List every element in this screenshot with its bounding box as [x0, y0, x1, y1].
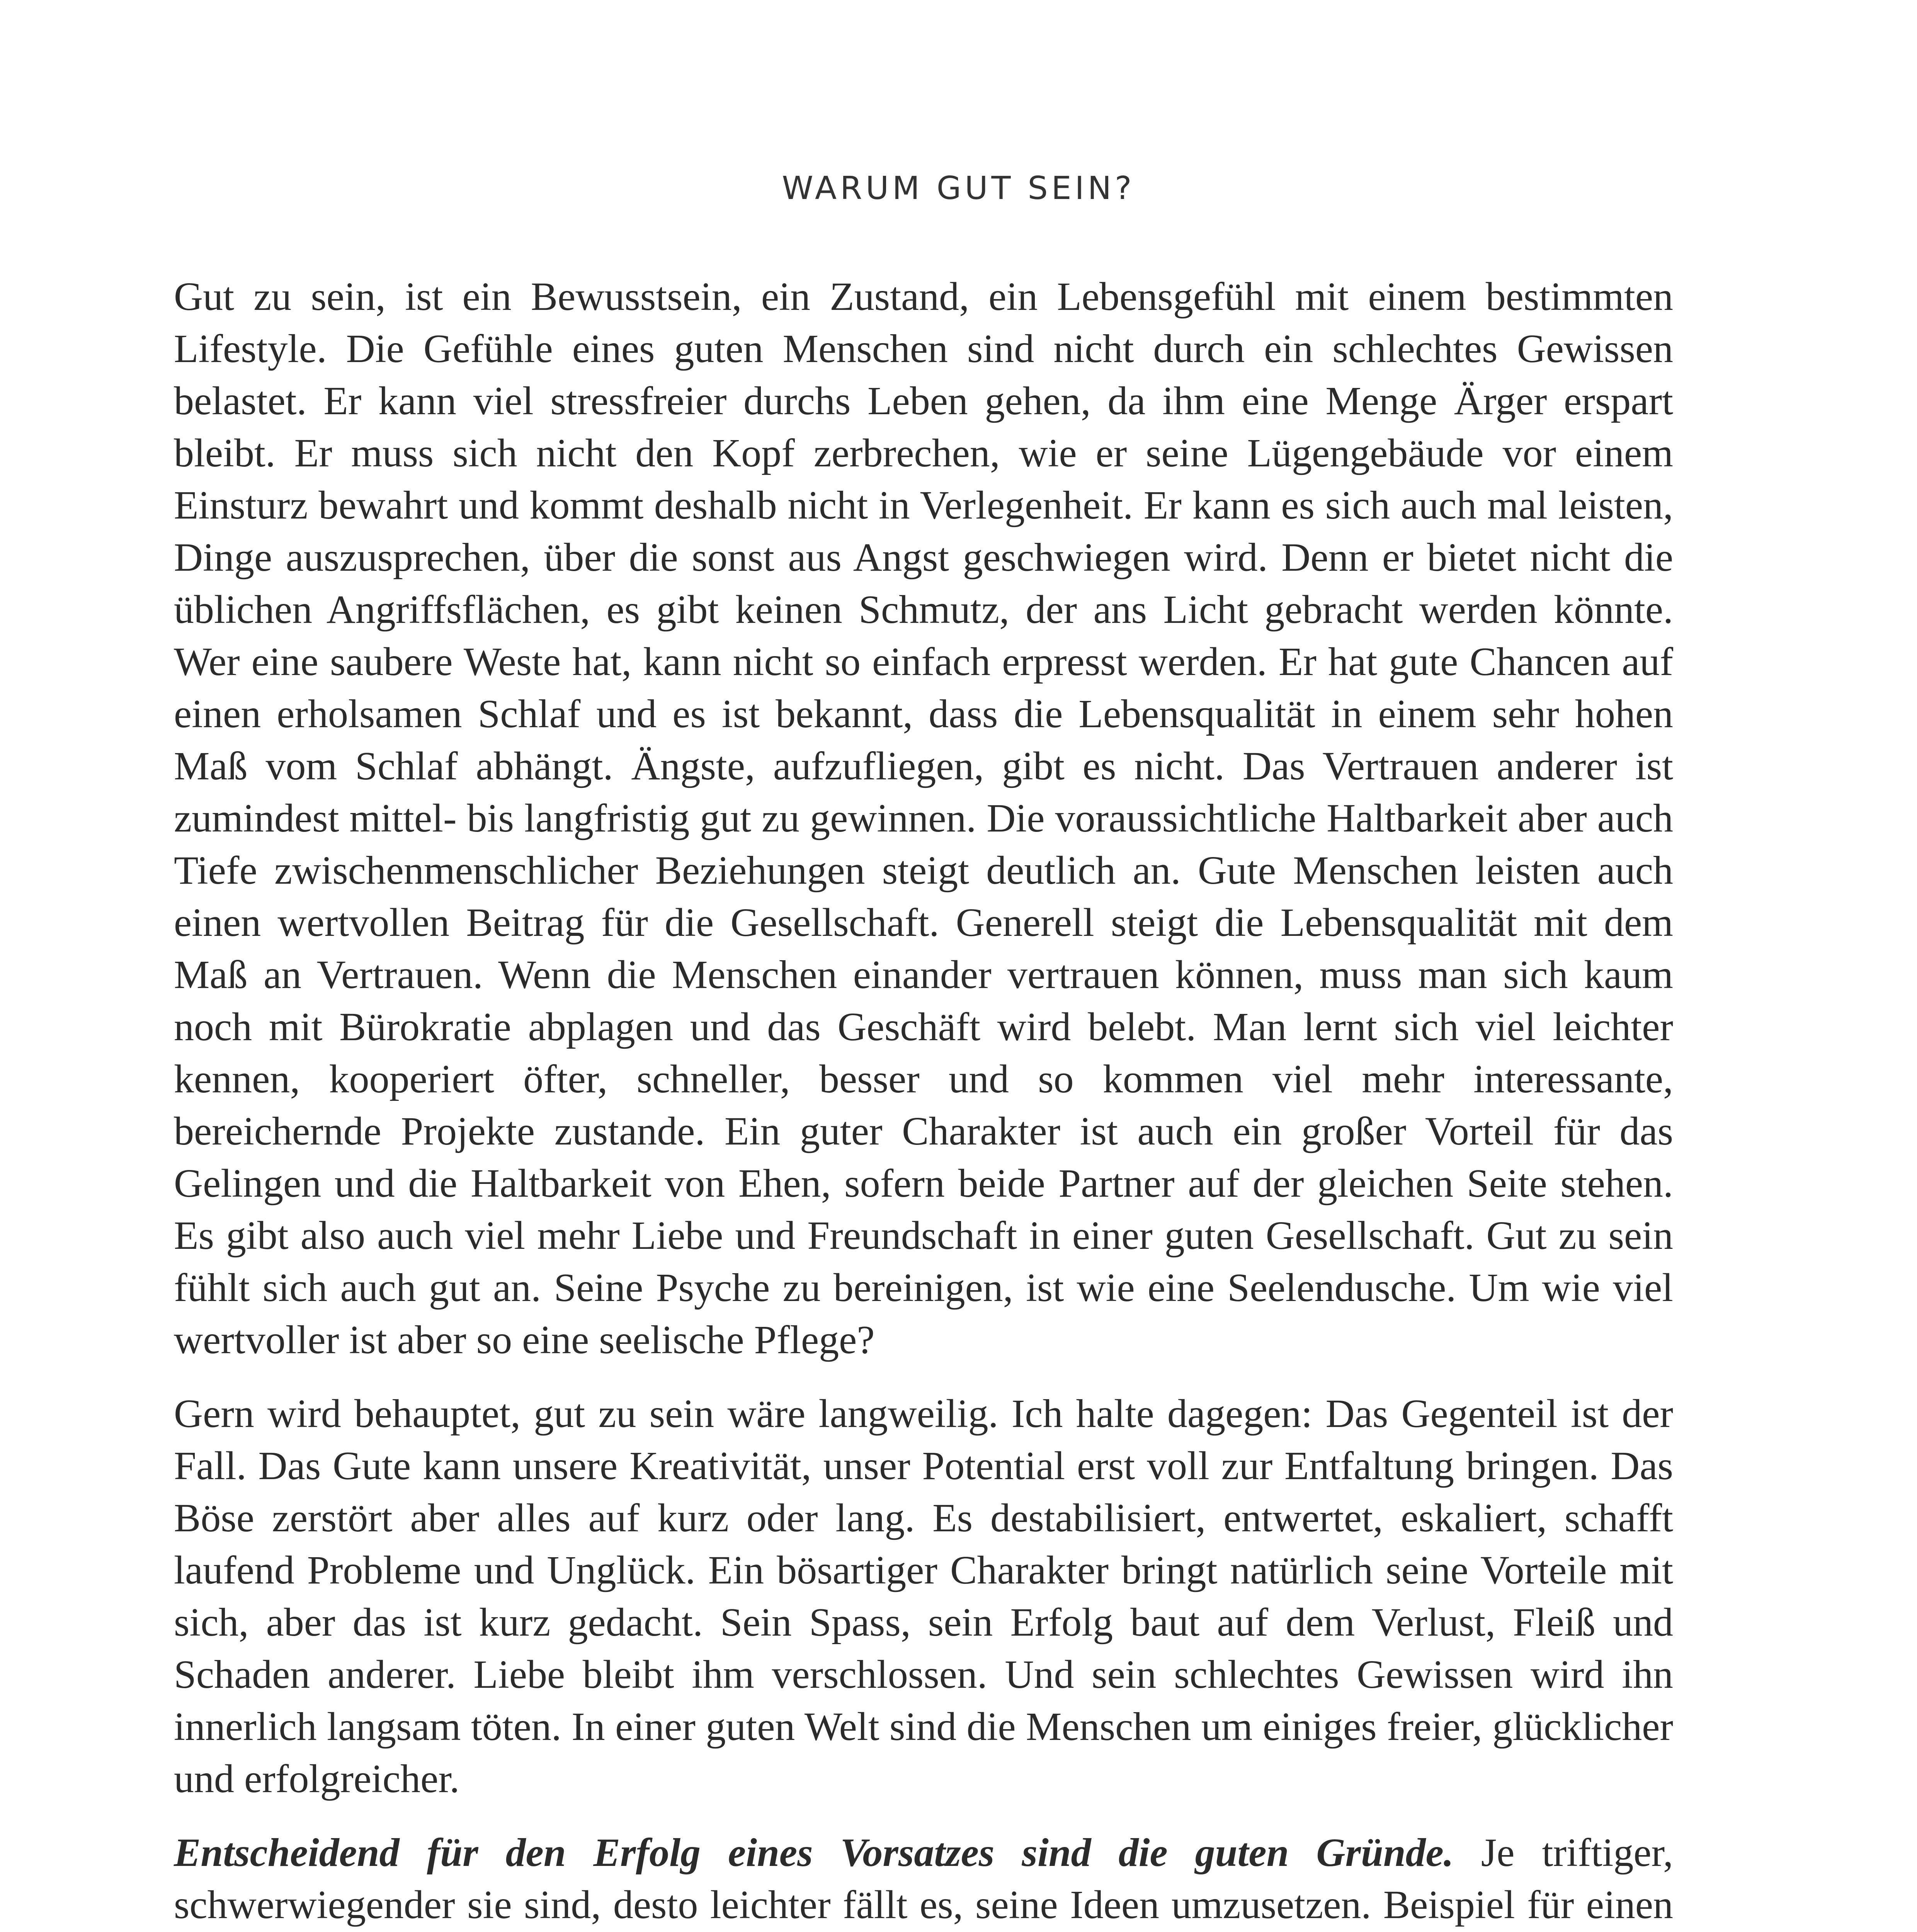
paragraph-3 — [174, 1827, 1673, 1932]
paragraph-1: Gut zu sein, ist ein Bewusstsein, ein Zustand, ein Lebensgefühl mit einem bestimmten Lifestyle. Die Gefühle eines guten Menschen sind nicht durch ein schlechtes Gewissen belastet. Er kann viel stressfreier durchs Leben gehen, da ihm eine Menge Ärger erspart bleibt. Er muss sich nicht den Kopf zerbrechen, wie er seine Lügengebäude vor einem Einsturz bewahrt und kommt deshalb nicht in Verlegenheit. Er kann es sich auch mal leisten, Dinge auszusprechen, über die sonst aus Angst geschwiegen wird. Denn er bietet nicht die üblichen Angriffsflächen, es gibt keinen Schmutz, der ans Licht gebracht werden könnte. Wer eine saubere Weste hat, kann nicht so einfach erpresst werden. Er hat gute Chancen auf einen erholsamen Schlaf und es ist bekannt, dass die Lebensqualität in einem sehr hohen Maß vom Schlaf abhängt. Ängste, aufzufliegen, gibt es nicht. Das Vertrauen anderer ist zumindest mittel- bis langfristig gut zu gewinnen. Die voraussichtliche Haltbarkeit aber auch Tiefe zwischenmenschlicher Beziehungen steigt deutlich an. Gute Menschen leisten auch einen wertvollen Beitrag für die Gesellschaft. Generell steigt die Lebensqualität mit dem Maß an Vertrauen. Wenn die Menschen einander vertrauen können, muss man sich kaum noch mit Bürokratie abplagen und das Geschäft wird belebt. Man lernt sich viel leichter kennen, kooperiert öfter, schneller, besser und so kommen viel mehr interessante, bereichernde Projekte zustande. Ein guter Charakter ist auch ein großer Vorteil für das Gelingen und die Haltbarkeit von Ehen, sofern beide Partner auf der gleichen Seite stehen. Es gibt also auch viel mehr Liebe und Freundschaft in einer guten Gesellschaft. Gut zu sein fühlt sich auch gut an. Seine Psyche zu bereinigen, ist wie eine Seelendusche. Um wie viel wertvoller ist aber so eine seelische Pflege? — [174, 274, 1673, 1362]
running-title: WARUM GUT SEIN? — [782, 170, 1135, 207]
paragraph-3-emphasis: Entscheidend für den Erfolg eines Vorsatzes sind die guten Gründe. — [174, 1830, 1454, 1875]
paragraph-3-rest: Je triftiger, schwerwiegender sie sind, desto leichter fällt es, seine Ideen umzusetzen. Beispiel für einen — [174, 1830, 1674, 1927]
body-text — [174, 270, 1673, 1932]
paragraph-2: Gern wird behauptet, gut zu sein wäre langweilig. Ich halte dagegen: Das Gegenteil ist der Fall. Das Gute kann unsere Kreativität, unser Potential erst voll zur Entfaltung bringen. Das Böse zerstört aber alles auf kurz oder lang. Es destabilisiert, entwertet, eskaliert, schafft laufend Probleme und Unglück. Ein bösartiger Charakter bringt natürlich seine Vorteile mit sich, aber das ist kurz gedacht. Sein Spass, sein Erfolg baut auf dem Verlust, Fleiß und Schaden anderer. Liebe bleibt ihm verschlossen. Und sein schlechtes Gewissen wird ihn innerlich langsam töten. In einer guten Welt sind die Menschen um einiges freier, glücklicher und erfolgreicher. — [174, 1391, 1673, 1801]
